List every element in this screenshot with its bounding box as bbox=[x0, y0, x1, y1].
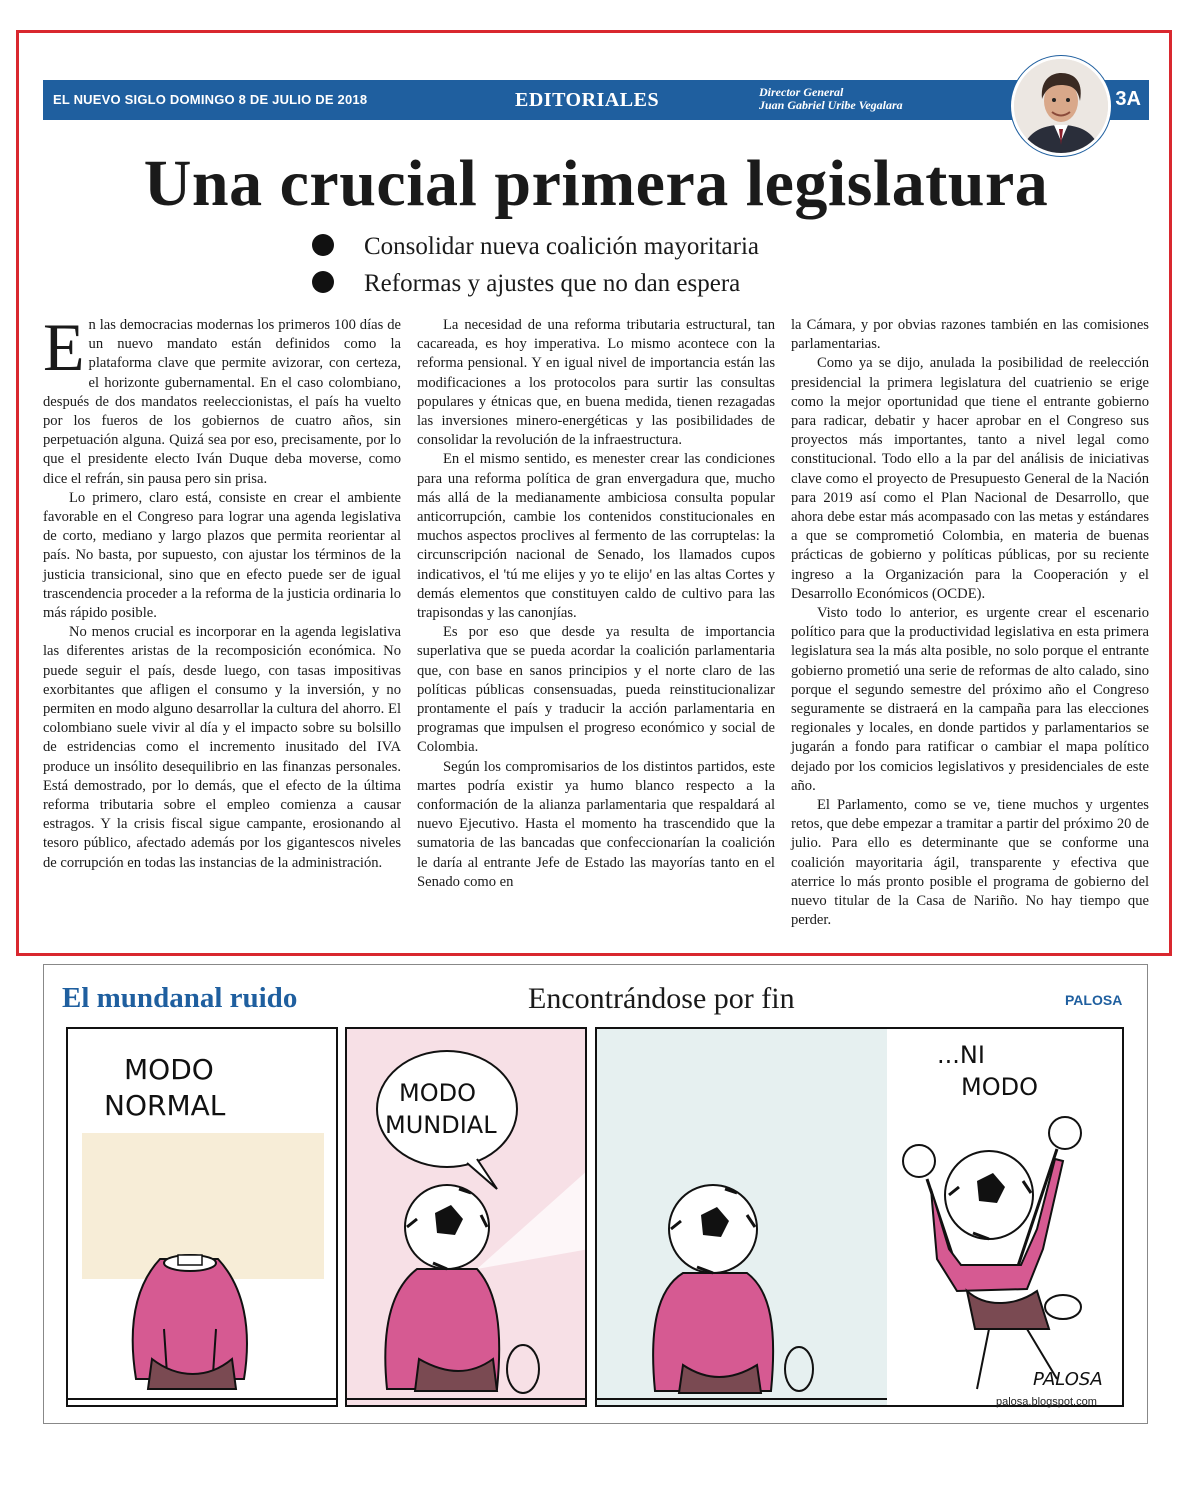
comic-series-title: El mundanal ruido bbox=[62, 982, 298, 1014]
deck-bullet bbox=[312, 270, 740, 298]
masthead-date: EL NUEVO SIGLO DOMINGO 8 DE JULIO DE 2018 bbox=[53, 92, 368, 107]
drop-cap: E bbox=[43, 309, 85, 385]
artist-signature: PALOSA bbox=[1033, 1369, 1103, 1390]
director-portrait bbox=[1011, 56, 1111, 156]
bullet-icon bbox=[312, 234, 334, 256]
panel3-exclaim-line1: ...NI bbox=[937, 1041, 985, 1069]
paragraph: La necesidad de una reforma tributaria estructural, tan cacareada, es hoy imperativa. Lo mismo acontece con la reforma pensional. Y en igual nivel de importancia están las modificaciones a los protocolos para surtir las consultas populares y étnicas que, en buena medida, tienen rezagadas las inversiones minero-energéticas y las posibilidades de consolidar la revolución de la infraestructura. bbox=[417, 317, 775, 449]
director-title: Director General bbox=[759, 85, 844, 99]
paragraph: Lo primero, claro está, consiste en crear el ambiente favorable en el Congreso para lograr una agenda legislativa de corto, mediano y largo plazos que permita reorientar al país. No basta, por supuesto, con ajustar los términos de la justicia transicional, sino que en efecto puede ser de igual trascendencia proceder a la reforma de la justicia ordinaria lo más rápido posible. bbox=[43, 489, 401, 622]
paragraph: Según los compromisarios de los distintos partidos, este martes podría existir ya humo blanco respecto a la conformación de la alianza parlamentaria que respaldará al nuevo Ejecutivo. Hasta el momento ha trascendido que la sumatoria de las bancadas que confeccionarían la coalición le daría al entrante Jefe de Estado las mayorías tanto en el Senado como en bbox=[417, 758, 775, 890]
paragraph: En las democracias modernas los primeros 100 días de un nuevo mandato están definidos como la plataforma clave que permite avizorar, con certeza, el horizonte gubernamental. En el caso colombiano, después de dos mandatos reeleccionistas, el país ha vuelto por los fueros de los gobiernos de cuatro años, sin perpetuación alguna. Quizá sea por eso, precisamente, por lo que el presidente electo Iván Duque deba moverse, como dice el refrán, sin pausa pero sin prisa. bbox=[43, 309, 401, 487]
page-number: 3A bbox=[1115, 88, 1141, 110]
article-column-1 bbox=[43, 309, 401, 873]
page-header bbox=[43, 80, 1149, 120]
paragraph: No menos crucial es incorporar en la agenda legislativa las diferentes aristas de la recomposición económica. No puede seguir el país, desde luego, con tasas impositivas exorbitantes que afligen el consumo y la inversión, y no permiten en modo alguno desarrollar la cultura del ahorro. El colombiano suele vivir al día y el impacto sobre su bolsillo de estridencias como el incremento inusitado del IVA produce un insólito desequilibrio en las finanzas personales. Está demostrado, por lo demás, que el efecto de la última reforma tributaria sobre el empleo comienza a causar estragos. Y la crisis fiscal sigue campante, erosionando al tesoro público, afectado además por los gigantescos niveles de corrupción en todas las instancias de la administración. bbox=[43, 624, 401, 871]
comic-panel-2 bbox=[345, 1027, 587, 1407]
article-column-2 bbox=[417, 316, 775, 892]
section-title: EDITORIALES bbox=[515, 89, 660, 111]
comic-credit: palosa.blogspot.com bbox=[996, 1396, 1097, 1408]
panel1-caption-line2: NORMAL bbox=[104, 1089, 226, 1122]
bullet-icon bbox=[312, 271, 334, 293]
paragraph: Visto todo lo anterior, es urgente crear el escenario político para que la productividad legislativa en esta primera legislatura sea la más alta posible, no solo porque el entrante gobierno prometió una serie de reformas de alto calado, sino porque el segundo semestre del próximo año el Congreso seguramente se distraerá en la campaña para las elecciones regionales y locales, en donde partidos y parlamentarios se jugarán a fondo para ratificar o cambiar el mapa político dejado por los comicios legislativos y presidenciales de este año. bbox=[791, 605, 1149, 794]
comic-author: PALOSA bbox=[1065, 992, 1123, 1008]
headline: Una crucial primera legislatura bbox=[143, 147, 1049, 220]
panel3-exclaim-line2: MODO bbox=[961, 1073, 1038, 1101]
panel2-balloon-line1: MODO bbox=[399, 1079, 476, 1107]
paragraph: la Cámara, y por obvias razones también en las comisiones parlamentarias. bbox=[791, 317, 1149, 353]
paragraph: En el mismo sentido, es menester crear las condiciones para una reforma política de gran envergadura que, mucho más allá de la medianamente ambiciosa consulta popular anticorrupción, cambie los contenidos constitucionales en muchos aspectos proclives al fermento de las corruptelas: la circunscripción nacional de Senado, los llamados cupos indicativos, el 'tú me elijes y yo te elijo' en las altas Cortes y demás elementos que constituyen caldo de cultivo para las trapisondas y las canonjías. bbox=[417, 451, 775, 622]
comic-panel-3 bbox=[595, 1027, 1124, 1407]
paragraph: El Parlamento, como se ve, tiene muchos y urgentes retos, que debe empezar a tramitar a partir del próximo 20 de julio. Para ello es determinante que se conforme una coalición mayoritaria ágil, transparente y efectiva que aterrice lo más pronto posible el programa de gobierno del nuevo titular de la Casa de Nariño. No hay tiempo que perder. bbox=[791, 797, 1149, 929]
paragraph: Como ya se dijo, anulada la posibilidad de reelección presidencial la primera legislatura del cuatrienio se erige como la mejor oportunidad que tiene el entrante gobierno para radicar, debatir y hacer aprobar en el Congreso sus proyectos más importantes, tanto a nivel legal como constitucional. Todo ello a la par del análisis de iniciativas clave como el proyecto de Presupuesto General de la Nación para 2019 así como el Plan Nacional de Desarrollo, que ahora debe estar más acompasado con las metas y estándares a que se comprometió Colombia, en materia de buenas prácticas de gobierno y políticas públicas, por su reciente ingreso a la Organización para la Cooperación y el Desarrollo Económicos (OCDE). bbox=[791, 355, 1149, 602]
deck-text: Consolidar nueva coalición mayoritaria bbox=[364, 233, 760, 260]
deck-bullet bbox=[312, 233, 759, 261]
comic-panel-1 bbox=[66, 1027, 338, 1407]
paragraph: Es por eso que desde ya resulta de importancia superlativa que se pueda acordar la coalición parlamentaria que, con base en sanos principios y el norte claro de las políticas públicas consensuadas, pueda reinstitucionalizar prontamente el país y traducir la acción parlamentaria en programas que impulsen el progreso económico y social de Colombia. bbox=[417, 624, 775, 756]
director-credit bbox=[759, 86, 903, 112]
panel1-caption-line1: MODO bbox=[124, 1053, 214, 1086]
director-name: Juan Gabriel Uribe Vegalara bbox=[759, 98, 903, 112]
article-column-3 bbox=[791, 316, 1149, 931]
deck-text: Reformas y ajustes que no dan espera bbox=[364, 270, 741, 297]
comic-strip-title: Encontrándose por fin bbox=[528, 982, 795, 1015]
panel2-balloon-line2: MUNDIAL bbox=[385, 1111, 497, 1139]
